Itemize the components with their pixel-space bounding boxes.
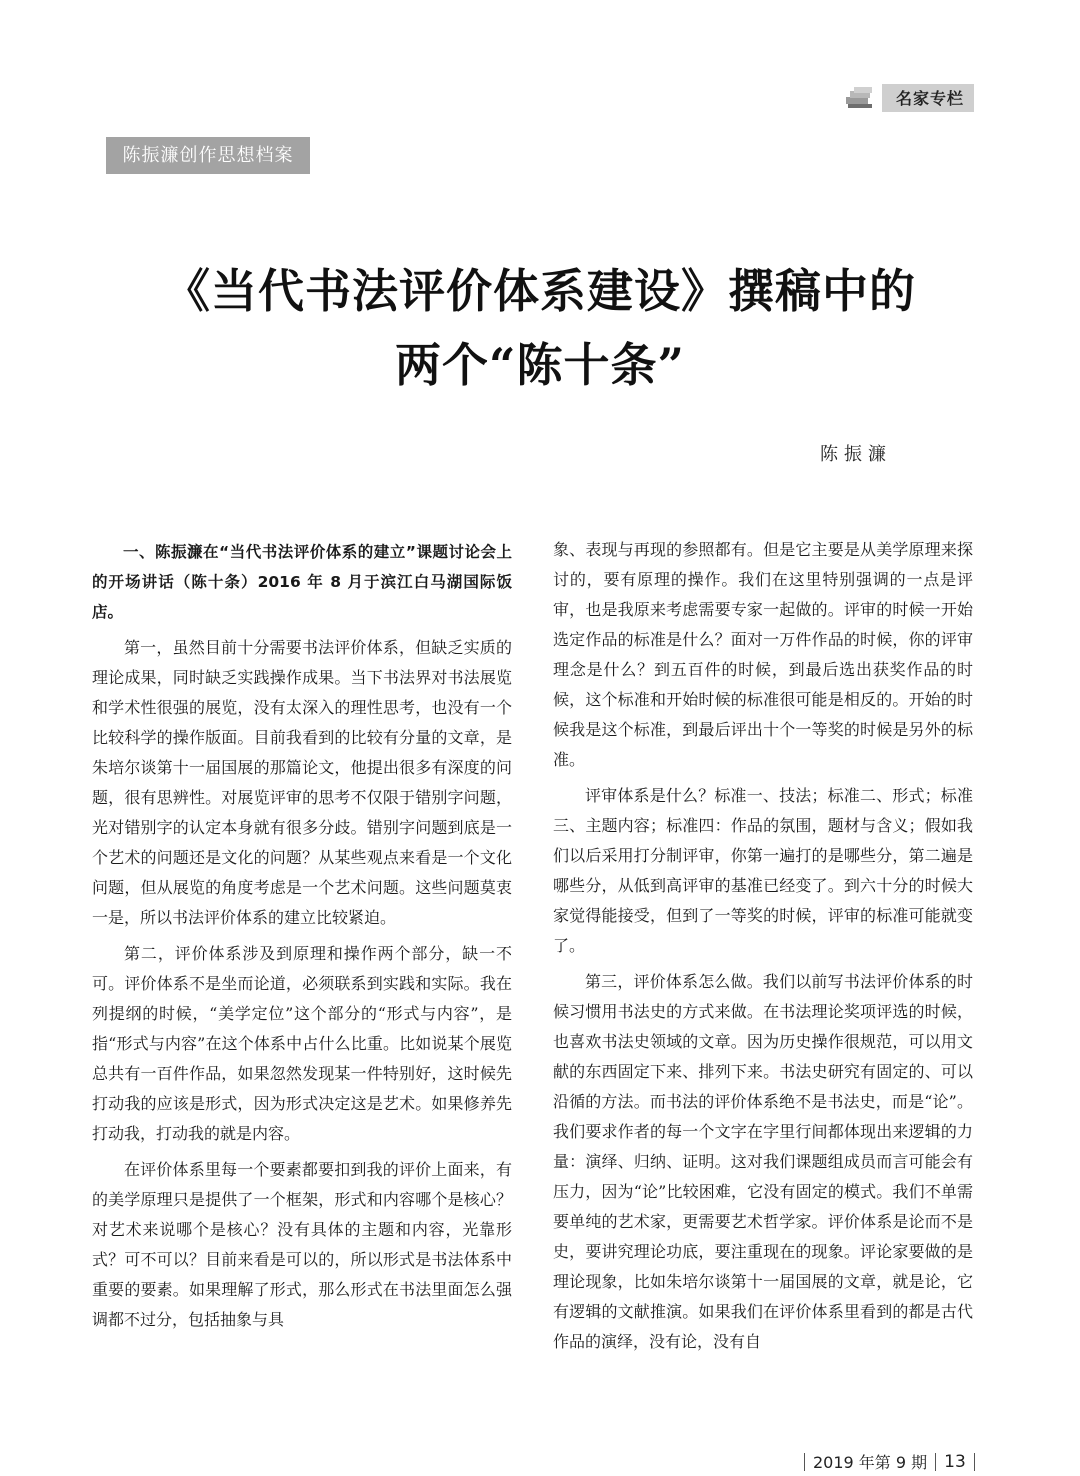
body-paragraph: 评审体系是什么？标准一、技法；标准二、形式；标准三、主题内容；标准四：作品的氛围，题材与含义；假如我们以后采用打分制评审，你第一遍打的是哪些分，第二遍是哪些分，从低到高评审的基准已经变了。到六十分的时候大家觉得能接受，但到了一等奖的时候，评审的标准可能就变了。 xyxy=(553,786,973,955)
series-label: 陈振濂创作思想档案 xyxy=(106,137,310,174)
title-line-1: 《当代书法评价体系建设》撰稿中的 xyxy=(164,264,916,318)
column-tag xyxy=(846,84,974,112)
book-stack-icon xyxy=(846,87,874,109)
body-paragraph: 第二，评价体系涉及到原理和操作两个部分，缺一不可。评价体系不是坐而论道，必须联系到实践和实际。我在列提纲的时候，“美学定位”这个部分的“形式与内容”，是指“形式与内容”在这个体系中占什么比重。比如说某个展览总共有一百件作品，如果忽然发现某一件特别好，这时候先打动我的应该是形式，因为形式决定这是艺术。如果修养先打动我，打动我的就是内容。 xyxy=(92,944,512,1143)
body-paragraph: 在评价体系里每一个要素都要扣到我的评价上面来，有的美学原理只是提供了一个框架，形式和内容哪个是核心？对艺术来说哪个是核心？没有具体的主题和内容，光靠形式？可不可以？目前来看是可以的，所以形式是书法体系中重要的要素。如果理解了形式，那么形式在书法里面怎么强调都不过分，包括抽象与具 xyxy=(92,1160,512,1329)
left-column xyxy=(92,537,512,1341)
body-paragraph: 第三，评价体系怎么做。我们以前写书法评价体系的时候习惯用书法史的方式来做。在书法理论奖项评选的时候，也喜欢书法史领域的文章。因为历史操作很规范，可以用文献的东西固定下来、排列下来。书法史研究有固定的、可以沿循的方法。而书法的评价体系绝不是书法史，而是“论”。我们要求作者的每一个文字在字里行间都体现出来逻辑的力量：演绎、归纳、证明。这对我们课题组成员而言可能会有压力，因为“论”比较困难，它没有固定的模式。我们不单需要单纯的艺术家，更需要艺术哲学家。评价体系是论而不是史，要讲究理论功底，要注重现在的现象。评论家要做的是理论现象，比如朱培尔谈第十一届国展的文章，就是论，它有逻辑的文献推演。如果我们在评价体系里看到的都是古代作品的演绎，没有论，没有自 xyxy=(553,972,973,1351)
lead-paragraph: 一、陈振濂在“当代书法评价体系的建立”课题讨论会上的开场讲话（陈十条）2016 年 8 月于滨江白马湖国际饭店。 xyxy=(92,543,512,621)
page-number: 13 xyxy=(944,1451,966,1472)
author-name: 陈振濂 xyxy=(820,444,892,465)
page-footer xyxy=(796,1450,983,1473)
body-paragraph: 象、表现与再现的参照都有。但是它主要是从美学原理来探讨的，要有原理的操作。我们在这里特别强调的一点是评审，也是我原来考虑需要专家一起做的。评审的时候一开始选定作品的标准是什么？面对一万件作品的时候，你的评审理念是什么？到五百件的时候，到最后选出获奖作品的时候，这个标准和开始时候的标准很可能是相反的。开始的时候我是这个标准，到最后评出十个一等奖的时候是另外的标准。 xyxy=(553,540,973,769)
article-title xyxy=(0,254,1080,402)
column-name: 名家专栏 xyxy=(882,84,974,112)
issue-label: 2019 年第 9 期 xyxy=(813,1453,928,1472)
body-paragraph: 第一，虽然目前十分需要书法评价体系，但缺乏实质的理论成果，同时缺乏实践操作成果。当下书法界对书法展览和学术性很强的展览，没有太深入的理性思考，也没有一个比较科学的操作版面。目前我看到的比较有分量的文章，是朱培尔谈第十一届国展的那篇论文，他提出很多有深度的问题，很有思辨性。对展览评审的思考不仅限于错别字问题，光对错别字的认定本身就有很多分歧。错别字问题到底是一个艺术的问题还是文化的问题？从某些观点来看是一个文化问题，但从展览的角度考虑是一个艺术问题。这些问题莫衷一是，所以书法评价体系的建立比较紧迫。 xyxy=(92,638,512,927)
right-column xyxy=(553,535,973,1363)
title-line-2: 两个“陈十条” xyxy=(395,338,685,392)
